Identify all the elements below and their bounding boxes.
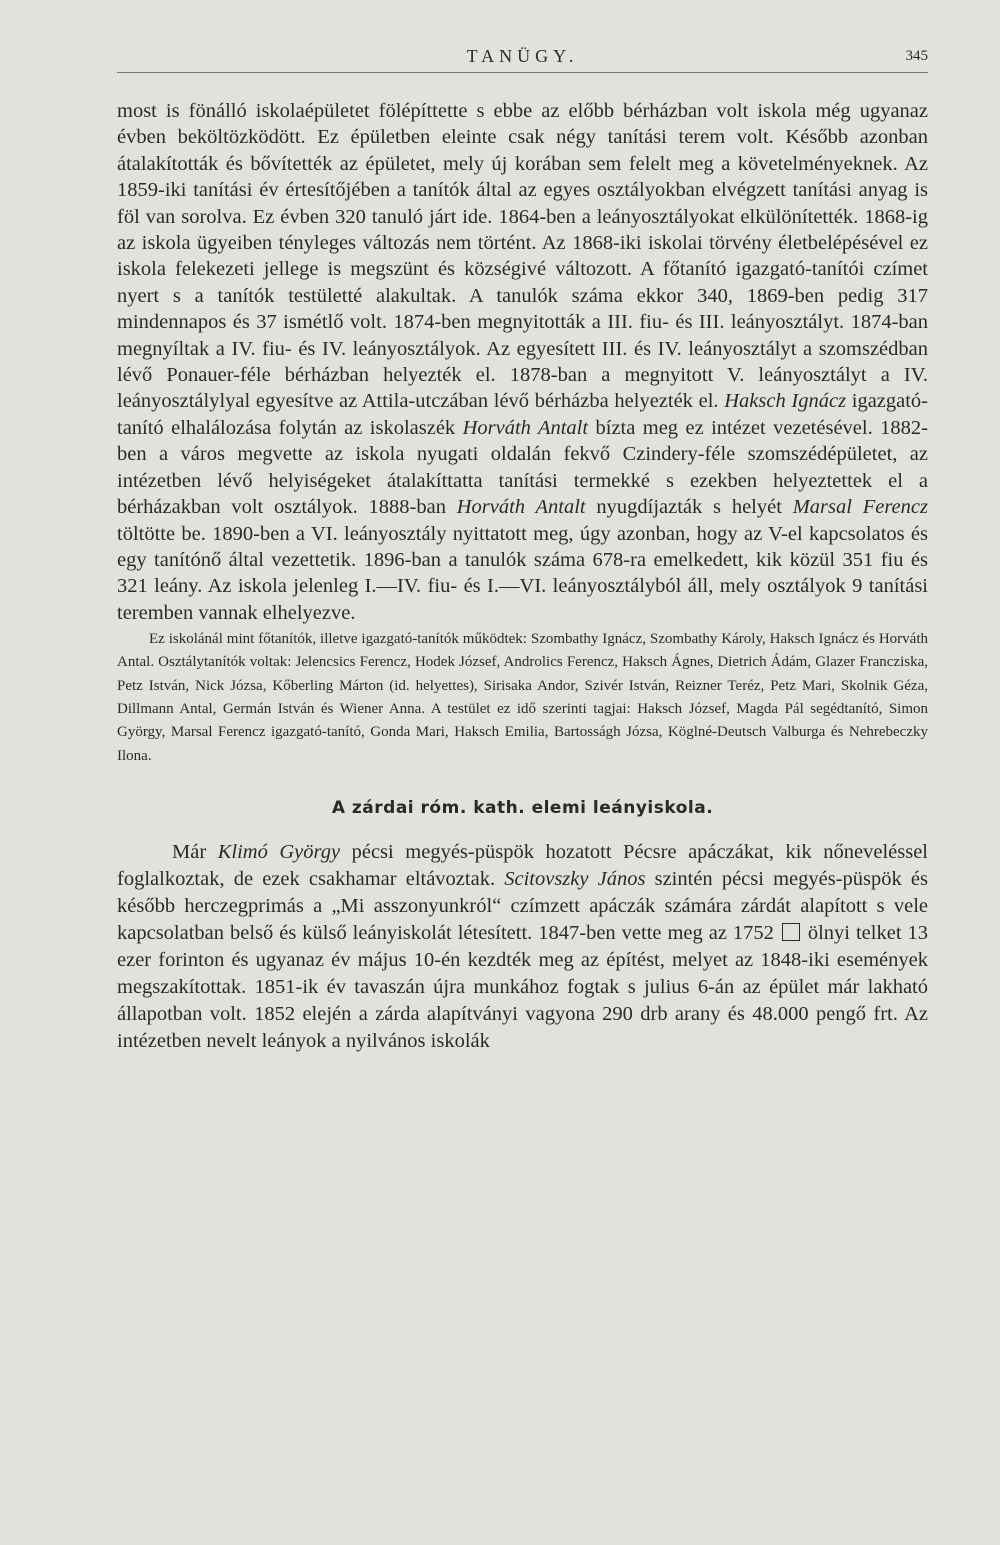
- body-text: [117, 98, 928, 1055]
- staff-note: Ez iskolánál mint főtanítók, illetve igazgató-tanítók működtek: Szombathy Ignácz, Szombathy Károly, Haksch Ignácz és Horváth Antal. Osztálytanítók voltak: Jelencsics Ferencz, Hodek József, Androlics Ferencz, Haksch Ágnes, Dietrich Ádám, Glazer Francziska, Petz István, Nick Józsa, Kőberling Márton (id. helyettes), Sirisaka Andor, Szivér István, Reizner Teréz, Petz Mari, Skolnik Géza, Dillmann Antal, Germán István és Wiener Anna. A testület ez idő szerinti tagjai: Haksch József, Magda Pál segédtanító, Simon György, Marsal Ferencz igazgató-tanító, Gonda Mari, Haksch Emilia, Bartosságh Józsa, Köglné-Deutsch Valburga és Nehrebeczky Ilona.: [117, 631, 928, 764]
- person-name: Marsal Ferencz: [792, 496, 928, 519]
- person-name: Horváth Antalt: [462, 416, 589, 439]
- running-title: TANÜGY.: [466, 46, 579, 66]
- person-name: Klimó György: [217, 841, 341, 864]
- text-run: bízta meg ez intézet vezetésével. 1882-ben a város megvette az iskola nyugati oldalán fekvő Czindery-féle szomszédépületet, az intézetben lévő helyiségeket átalakíttatta tanítási termekké s ezekben helyeztettek el a bérházakban volt osztályok. 1888-ban: [117, 416, 928, 519]
- text-run: most is fönálló iskolaépületet fölépíttette s ebbe az előbb bérházban volt iskola még ugyanaz évben beköltözködött. Ez épületben eleinte csak négy tanítási terem volt. Később azonban átalakították és bővítették az épületet, mely új korában sem felelt meg a követelményeknek. Az 1859-iki tanítási év értesítőjében a tanítók által az egyes osztályokban elvégzett tanítási anyag is föl van sorolva. Ez évben 320 tanuló járt ide. 1864-ben a leányosztályokat elkülönítették. 1868-ig az iskola ügyeiben tényleges változás nem történt. Az 1868-iki iskolai törvény életbelépésével ez iskola felekezeti jellege is megszünt és községivé változott. A főtanító igazgató-tanítói czímet nyert s a tanítók testületté alakultak. A tanulók száma ekkor 340, 1869-ben pedig 317 mindennapos és 37 ismétlő volt. 1874-ben megnyitották a III. fiu- és III. leányosztályt. 1874-ban megnyíltak a IV. fiu- és IV. leányosztályok. Az egyesített III. és IV. leányosztályt a szomszédban lévő Ponauer-féle bérházban helyezték el. 1878-ban a megnyitott V. leányosztályt a IV. leányosztálylyal egyesítve az Attila-utczában lévő bérházba helyezték el.: [117, 100, 928, 413]
- paragraph-continued: [117, 98, 928, 626]
- section-heading: A zárdai róm. kath. elemi leányiskola.: [331, 797, 714, 818]
- text-run: ölnyi telket 13 ezer forinton és ugyanaz év május 10-én kezdték meg az építést, melyet az 1848-iki események megszakítottak. 1851-ik év tavaszán újra munkához fogtak s julius 6-án az épület már lakható állapotban volt. 1852 elején a zárda alapítványi vagyona 290 drb arany és 48.000 pengő frt. Az intézetben nevelt leányok a nyilvános iskolák: [117, 922, 928, 1052]
- page-number: 345: [905, 48, 928, 64]
- running-header: [117, 40, 928, 73]
- text-run: pécsi megyés-püspök hozatott Pécsre apáczákat, kik nőneveléssel foglalkoztak, de ezek csakhamar eltávoztak.: [117, 841, 929, 891]
- person-name: Scitovszky János: [504, 868, 646, 891]
- text-run: Már: [172, 841, 218, 864]
- square-unit-icon: [782, 923, 800, 941]
- person-name: Haksch Ignácz: [724, 390, 847, 413]
- text-run: szintén pécsi megyés-püspök és később herczegprimás a „Mi asszonyunkról“ czímzett apáczák számára zárdát alapított s vele kapcsolatban belső és külső leányiskolát létesített. 1847-ben vette meg az 1752: [117, 868, 928, 945]
- text-run: nyugdíjazták s helyét: [585, 496, 793, 519]
- section-paragraph: [117, 839, 928, 1054]
- person-name: Horváth Antalt: [456, 496, 586, 519]
- text-run: töltötte be. 1890-ben a VI. leányosztály nyittatott meg, úgy azonban, hogy az V-el kapcsolatos és egy tanítónő által vezettetik. 1896-ban a tanulók száma 678-ra emelkedett, kik közül 351 fiu és 321 leány. Az iskola jelenleg I.—IV. fiu- és I.—VI. leányosztályból áll, mely osztályok 9 tanítási teremben vannak elhelyezve.: [117, 522, 928, 624]
- text-run: igazgató-tanító elhalálozása folytán az iskolaszék: [117, 390, 929, 439]
